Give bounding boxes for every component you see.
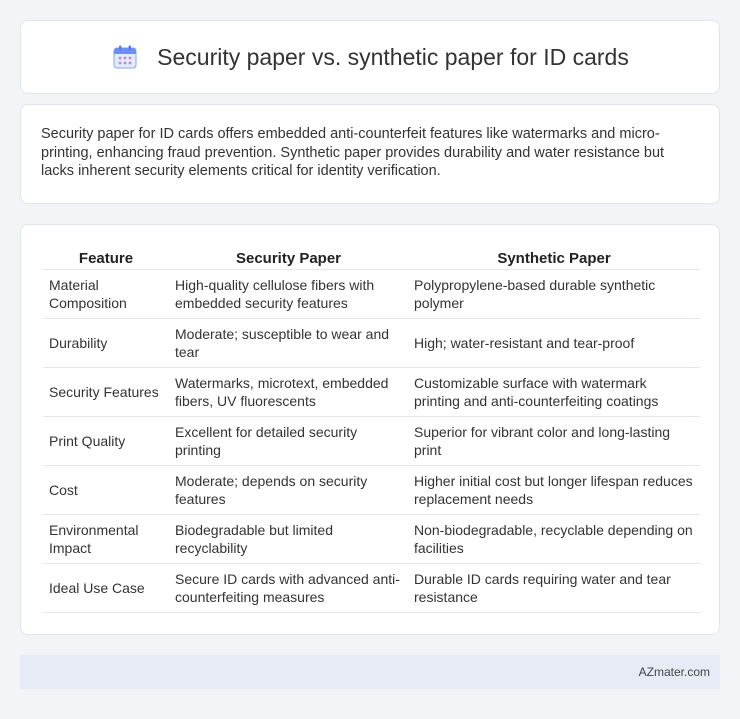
security-paper-cell: Excellent for detailed security printing — [169, 416, 408, 465]
comparison-table-card — [20, 224, 720, 635]
intro-text: Security paper for ID cards offers embedded anti-counterfeit features like watermarks and micro-printing, enhancing fraud prevention. Synthetic paper provides durability and water resistance but lacks inherent security elements critical for identity verification. — [41, 126, 665, 179]
table-row — [43, 416, 700, 465]
security-paper-cell: Moderate; depends on security features — [169, 465, 408, 514]
footer-brand[interactable]: AZmater.com — [638, 665, 710, 679]
table-row — [43, 318, 700, 367]
table-row — [43, 269, 700, 318]
feature-cell: Print Quality — [43, 416, 169, 465]
security-paper-cell: Moderate; susceptible to wear and tear — [169, 318, 408, 367]
header-feature: Feature — [43, 245, 169, 269]
security-paper-cell: Biodegradable but limited recyclability — [169, 514, 408, 563]
header-security-paper: Security Paper — [169, 245, 408, 269]
synthetic-paper-cell: High; water-resistant and tear-proof — [408, 318, 700, 367]
synthetic-paper-cell: Customizable surface with watermark printing and anti-counterfeiting coatings — [408, 367, 700, 416]
title-card — [20, 20, 720, 94]
security-paper-cell: Secure ID cards with advanced anti-counterfeiting measures — [169, 563, 408, 612]
feature-cell: Ideal Use Case — [43, 563, 169, 612]
synthetic-paper-cell: Non-biodegradable, recyclable depending on facilities — [408, 514, 700, 563]
footer — [20, 655, 720, 689]
feature-cell: Security Features — [43, 367, 169, 416]
synthetic-paper-cell: Durable ID cards requiring water and tear resistance — [408, 563, 700, 612]
intro-card — [20, 104, 720, 204]
synthetic-paper-cell: Polypropylene-based durable synthetic polymer — [408, 269, 700, 318]
feature-cell: Environmental Impact — [43, 514, 169, 563]
security-paper-cell: Watermarks, microtext, embedded fibers, UV fluorescents — [169, 367, 408, 416]
feature-cell: Material Composition — [43, 269, 169, 318]
table-header-row — [43, 245, 700, 269]
comparison-table — [43, 245, 700, 613]
table-row — [43, 367, 700, 416]
security-paper-cell: High-quality cellulose fibers with embedded security features — [169, 269, 408, 318]
feature-cell: Cost — [43, 465, 169, 514]
synthetic-paper-cell: Higher initial cost but longer lifespan reduces replacement needs — [408, 465, 700, 514]
table-row — [43, 465, 700, 514]
table-row — [43, 563, 700, 612]
calendar-icon — [111, 43, 139, 71]
header-synthetic-paper: Synthetic Paper — [408, 245, 700, 269]
synthetic-paper-cell: Superior for vibrant color and long-lasting print — [408, 416, 700, 465]
table-row — [43, 514, 700, 563]
page-title: Security paper vs. synthetic paper for ID cards — [157, 43, 629, 70]
feature-cell: Durability — [43, 318, 169, 367]
